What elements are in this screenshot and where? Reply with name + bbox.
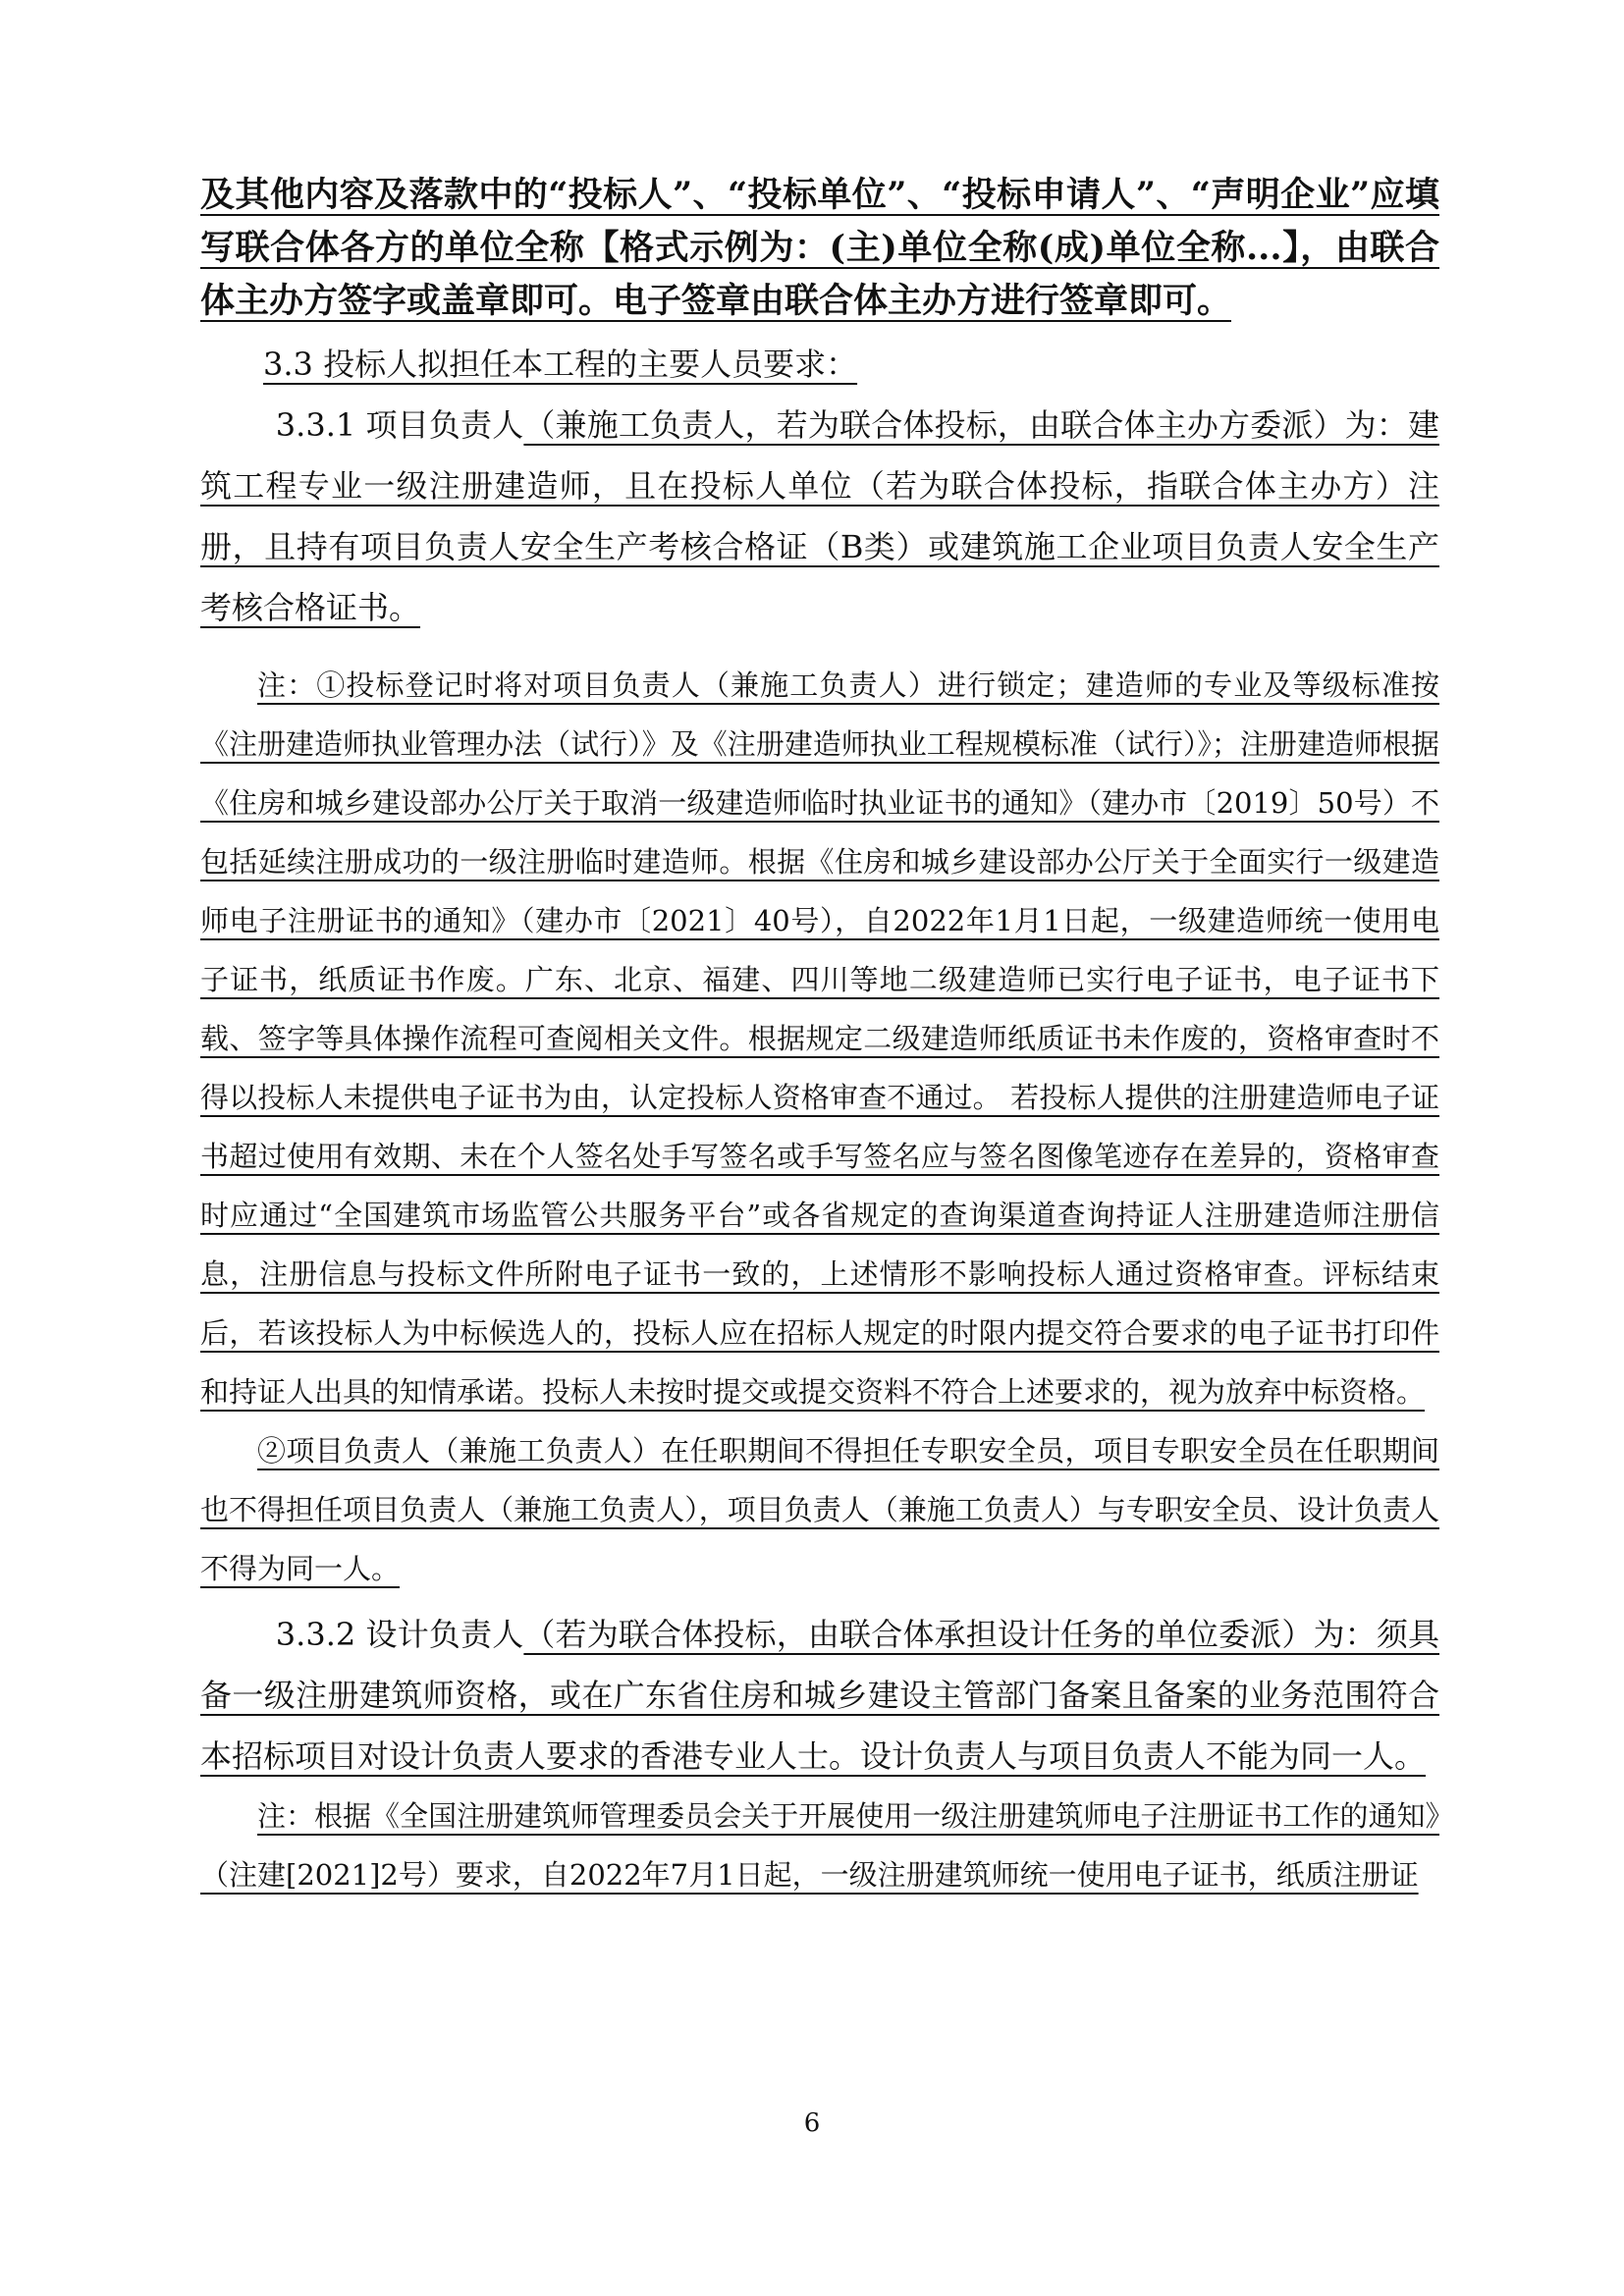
page-content [200, 169, 1439, 1904]
section-3-3-2-text: （若为联合体投标，由联合体承担设计任务的单位委派）为：须具备一级注册建筑师资格，或在广东省住房和城乡建设主管部门备案且备案的业务范围符合本招标项目对设计负责人要求的香港专业人士。设计负责人与项目负责人不能为同一人。 [200, 1616, 1439, 1775]
section-3-3-heading [200, 334, 1439, 395]
bold-paragraph: 及其他内容及落款中的“投标人”、“投标单位”、“投标申请人”、“声明企业”应填写联合体各方的单位全称【格式示例为：(主)单位全称(成)单位全称...】，由联合体主办方签字或盖章即可。电子签章由联合体主办方进行签章即可。 [200, 175, 1439, 321]
section-3-3-1-paragraph [200, 395, 1439, 638]
section-3-3-2-label: 3.3.2 设计负责人 [275, 1616, 524, 1653]
page-number: 6 [803, 2109, 821, 2138]
section-3-3-2-paragraph [200, 1604, 1439, 1787]
section-3-3-1-label: 3.3.1 项目负责人 [275, 406, 524, 444]
note-1: 注：①投标登记时将对项目负责人（兼施工负责人）进行锁定；建造师的专业及等级标准按《注册建造师执业管理办法（试行）》及《注册建造师执业工程规模标准（试行）》；注册建造师根据《住房和城乡建设部办公厅关于取消一级建造师临时执业证书的通知》（建办市〔2019〕50号）不包括延续注册成功的一级注册临时建造师。根据《住房和城乡建设部办公厅关于全面实行一级建造师电子注册证书的通知》（建办市〔2021〕40号），自2022年1月1日起，一级建造师统一使用电子证书，纸质证书作废。广东、北京、福建、四川等地二级建造师已实行电子证书，电子证书下载、签字等具体操作流程可查阅相关文件。根据规定二级建造师纸质证书未作废的，资格审查时不得以投标人未提供电子证书为由，认定投标人资格审查不通过。 若投标人提供的注册建造师电子证书超过使用有效期、未在个人签名处手写签名或手写签名应与签名图像笔迹存在差异的，资格审查时应通过“全国建筑市场监管公共服务平台”或各省规定的查询渠道查询持证人注册建造师注册信息，注册信息与投标文件所附电子证书一致的，上述情形不影响投标人通过资格审查。评标结束后，若该投标人为中标候选人的，投标人应在招标人规定的时限内提交符合要求的电子证书打印件和持证人出具的知情承诺。投标人未按时提交或提交资料不符合上述要求的，视为放弃中标资格。 [200, 668, 1439, 1409]
section-3-3-text: 3.3 投标人拟担任本工程的主要人员要求： [263, 346, 858, 383]
section-3-3-1-text: （兼施工负责人，若为联合体投标，由联合体主办方委派）为：建筑工程专业一级注册建造师，且在投标人单位（若为联合体投标，指联合体主办方）注册，且持有项目负责人安全生产考核合格证（B类）或建筑施工企业项目负责人安全生产考核合格证书。 [200, 406, 1439, 626]
note-3: 注：根据《全国注册建筑师管理委员会关于开展使用一级注册建筑师电子注册证书工作的通知》（注建[2021]2号）要求，自2022年7月1日起，一级注册建筑师统一使用电子证书，纸质注册证 [200, 1799, 1439, 1892]
note-2: ②项目负责人（兼施工负责人）在任职期间不得担任专职安全员，项目专职安全员在任职期间也不得担任项目负责人（兼施工负责人），项目负责人（兼施工负责人）与专职安全员、设计负责人不得为同一人。 [200, 1434, 1439, 1585]
